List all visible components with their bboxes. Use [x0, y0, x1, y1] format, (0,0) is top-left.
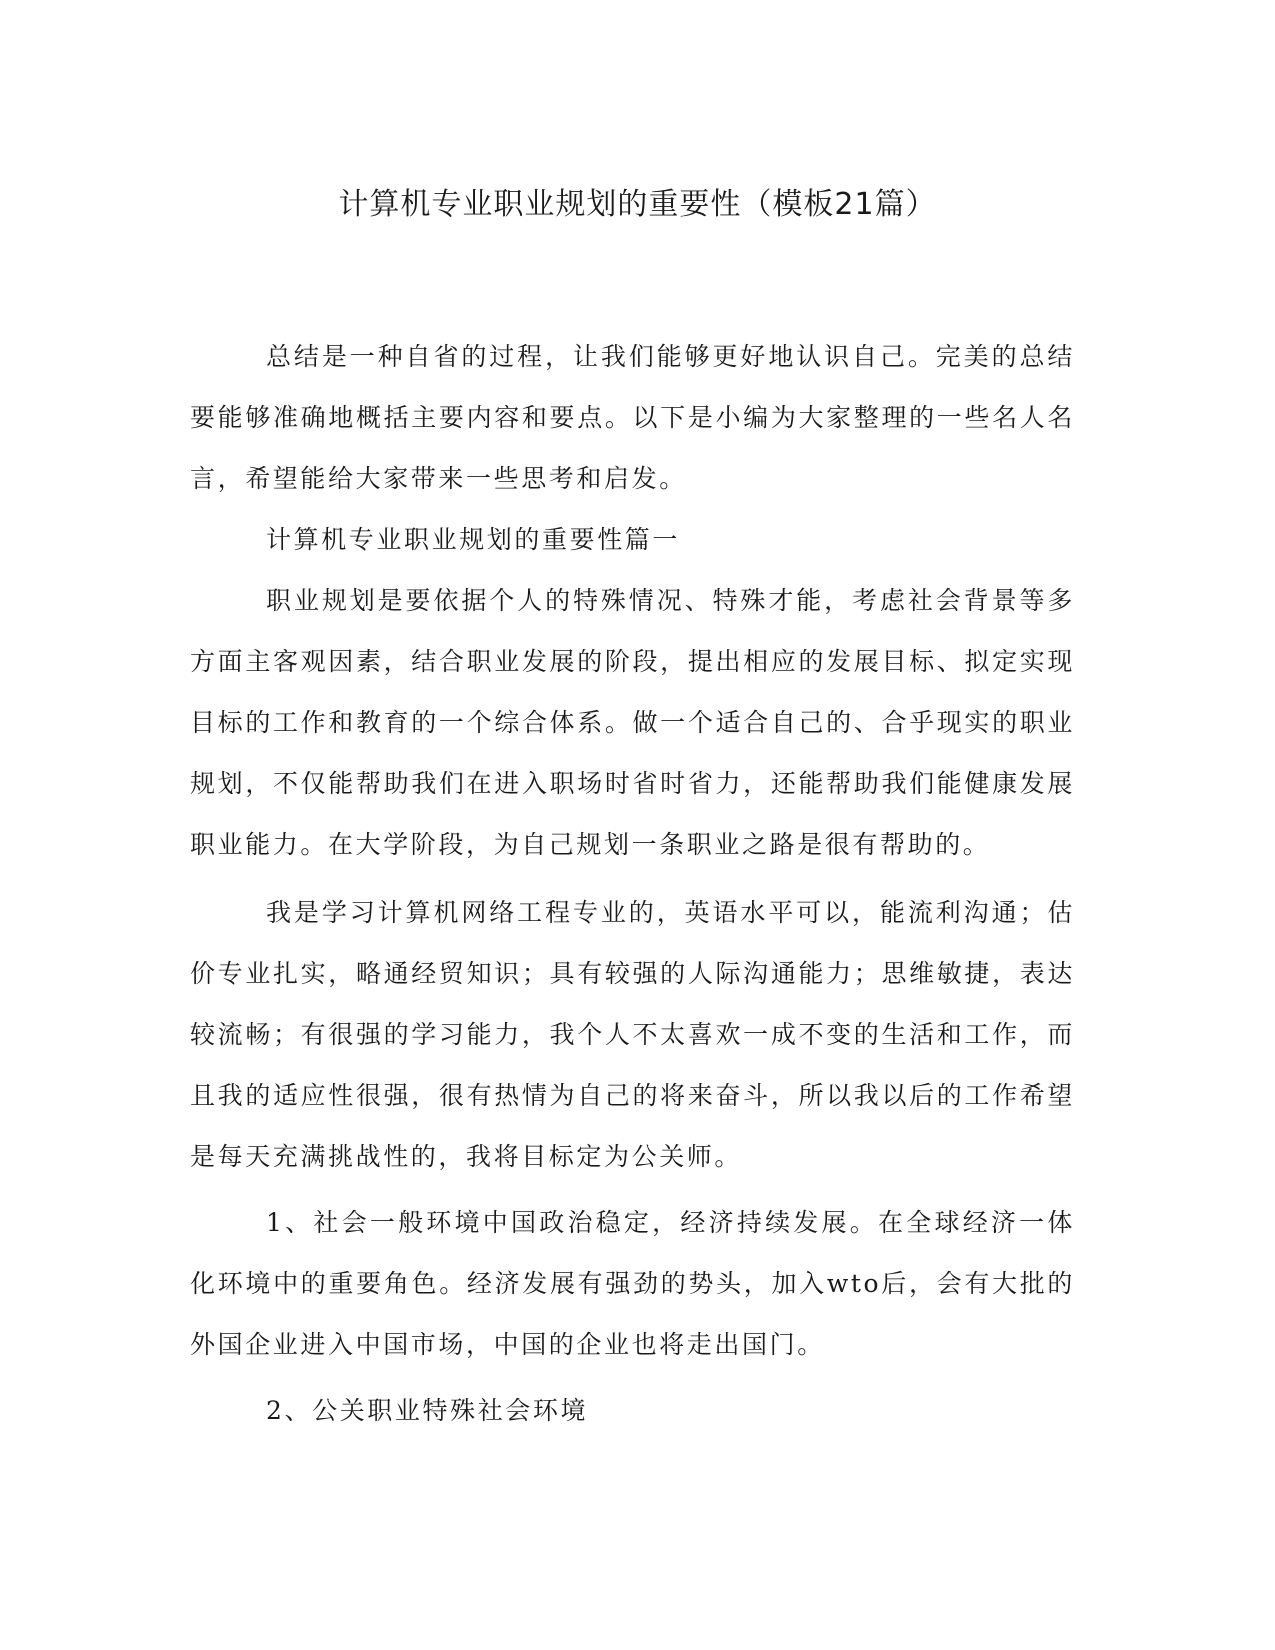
intro-paragraph: 总结是一种自省的过程，让我们能够更好地认识自己。完美的总结要能够准确地概括主要内容和要点。以下是小编为大家整理的一些名人名言，希望能给大家带来一些思考和启发。	[190, 342, 1075, 493]
document-title: 计算机专业职业规划的重要性（模板21篇）	[338, 187, 937, 222]
section-heading: 计算机专业职业规划的重要性篇一	[266, 525, 681, 554]
body-paragraph: 职业规划是要依据个人的特殊情况、特殊才能，考虑社会背景等多方面主客观因素，结合职业发展的阶段，提出相应的发展目标、拟定实现目标的工作和教育的一个综合体系。做一个适合自己的、合乎现实的职业规划，不仅能帮助我们在进入职场时省时省力，还能帮助我们能健康发展职业能力。在大学阶段，为自己规划一条职业之路是很有帮助的。	[190, 586, 1075, 859]
numbered-paragraph: 1、社会一般环境中国政治稳定，经济持续发展。在全球经济一体化环境中的重要角色。经济发展有强劲的势头，加入wto后，会有大批的外国企业进入中国市场，中国的企业也将走出国门。	[190, 1208, 1075, 1359]
body-paragraph: 我是学习计算机网络工程专业的，英语水平可以，能流利沟通；估价专业扎实，略通经贸知识；具有较强的人际沟通能力；思维敏捷，表达较流畅；有很强的学习能力，我个人不太喜欢一成不变的生活和工作，而且我的适应性很强，很有热情为自己的将来奋斗，所以我以后的工作希望是每天充满挑战性的，我将目标定为公关师。	[190, 898, 1075, 1171]
document-body	[190, 326, 1075, 1441]
numbered-paragraph: 2、公关职业特殊社会环境	[266, 1396, 589, 1425]
